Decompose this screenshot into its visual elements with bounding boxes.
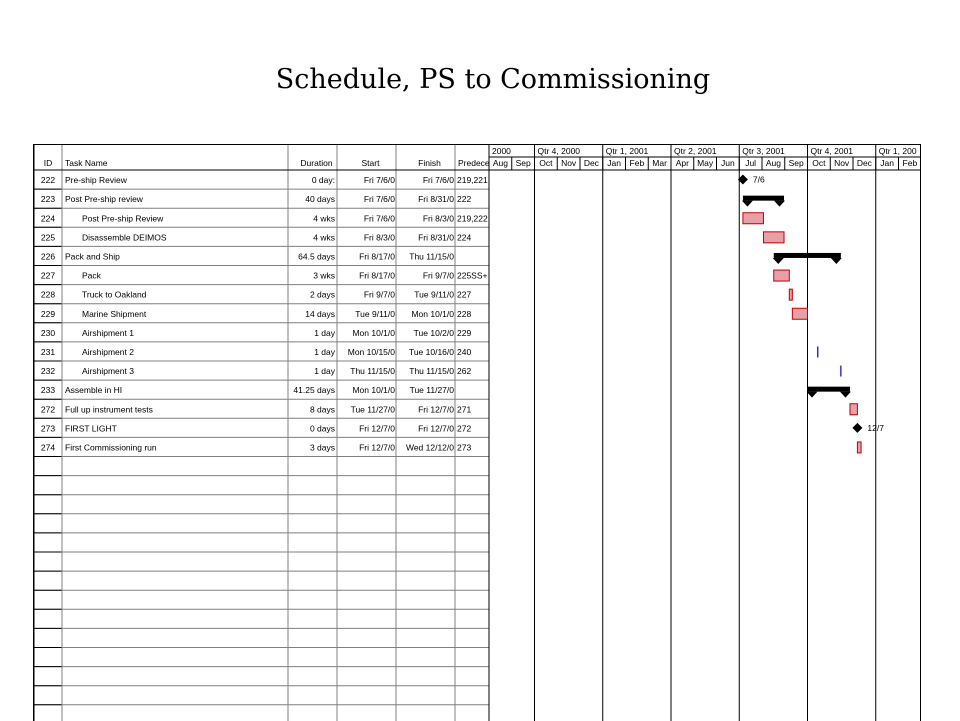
- task-id: 224: [40, 213, 56, 224]
- task-finish: Fri 8/31/0: [418, 194, 454, 205]
- task-start: Fri 8/17/0: [359, 270, 395, 281]
- task-predecessors: 227: [457, 289, 472, 300]
- task-predecessors: 219,221: [457, 175, 488, 186]
- task-duration: 40 days: [305, 194, 335, 205]
- task-predecessors: 229: [457, 327, 472, 338]
- gantt-svg: [34, 145, 920, 721]
- task-id: 223: [40, 194, 56, 205]
- task-bar[interactable]: [743, 213, 764, 224]
- task-finish: Fri 8/3/0: [422, 213, 454, 224]
- task-predecessors: 273: [457, 442, 472, 453]
- quarter-label: Qtr 1, 200: [878, 146, 917, 156]
- task-name[interactable]: FIRST LIGHT: [65, 423, 117, 434]
- quarter-label: Qtr 3, 2001: [742, 146, 785, 156]
- task-bar[interactable]: [792, 308, 807, 319]
- task-finish: Fri 12/7/0: [418, 404, 454, 415]
- task-bar[interactable]: [857, 442, 861, 453]
- task-start: Fri 12/7/0: [359, 423, 395, 434]
- task-finish: Mon 10/1/0: [411, 308, 454, 319]
- month-label: Aug: [765, 158, 781, 168]
- task-predecessors: 272: [457, 423, 472, 434]
- task-duration: 3 wks: [313, 270, 335, 281]
- task-predecessors: 228: [457, 308, 472, 319]
- task-finish: Tue 11/27/0: [409, 385, 454, 396]
- column-header-name[interactable]: Task Name: [65, 158, 108, 168]
- column-header-pred[interactable]: Predece: [458, 158, 490, 168]
- task-id: 222: [40, 175, 56, 186]
- task-id: 231: [40, 347, 56, 357]
- task-predecessors: 240: [457, 347, 472, 357]
- task-duration: 1 day: [314, 347, 335, 357]
- task-start: Fri 7/6/0: [363, 175, 395, 186]
- page-title: Schedule, PS to Commissioning: [275, 64, 711, 95]
- month-label: Sep: [788, 158, 804, 168]
- task-start: Thu 11/15/0: [350, 366, 395, 377]
- task-start: Tue 11/27/0: [350, 404, 395, 415]
- task-name[interactable]: Airshipment 1: [82, 327, 134, 338]
- month-label: Dec: [856, 158, 872, 168]
- task-duration: 3 days: [309, 442, 335, 453]
- task-bar[interactable]: [850, 404, 857, 415]
- task-duration: 64.5 days: [298, 251, 335, 262]
- month-label: Dec: [583, 158, 599, 168]
- task-finish: Fri 7/6/0: [422, 175, 454, 186]
- task-duration: 0 days: [309, 423, 335, 434]
- task-name[interactable]: Truck to Oakland: [82, 289, 147, 300]
- task-name[interactable]: Post Pre-ship review: [65, 194, 143, 205]
- task-predecessors: 219,222: [457, 213, 488, 224]
- quarter-label: Qtr 4, 2000: [537, 146, 581, 156]
- task-bar[interactable]: [789, 289, 792, 300]
- month-label: May: [697, 158, 714, 168]
- gantt-sheet[interactable]: [33, 144, 921, 721]
- milestone-label: 12/7: [867, 422, 884, 433]
- task-name[interactable]: Disassemble DEIMOS: [82, 232, 167, 243]
- task-start: Fri 8/17/0: [359, 251, 395, 262]
- summary-bar[interactable]: [774, 253, 841, 258]
- month-label: Apr: [675, 158, 689, 168]
- column-header-id[interactable]: ID: [43, 158, 53, 168]
- quarter-label: Qtr 4, 2001: [810, 146, 854, 156]
- task-finish: Fri 12/7/0: [418, 423, 454, 434]
- task-name[interactable]: Airshipment 3: [82, 366, 134, 377]
- task-start: Mon 10/15/0: [347, 347, 395, 357]
- task-predecessors: 225SS+: [457, 270, 488, 281]
- task-id: 274: [40, 442, 56, 453]
- task-start: Fri 9/7/0: [363, 289, 395, 300]
- task-id: 273: [40, 423, 56, 434]
- task-finish: Fri 9/7/0: [422, 270, 454, 281]
- task-name[interactable]: Pack and Ship: [65, 251, 120, 262]
- task-bar[interactable]: [763, 232, 784, 243]
- month-label: Jun: [721, 158, 735, 168]
- task-name[interactable]: Assemble in HI: [65, 385, 123, 396]
- sheet-background: [34, 145, 920, 721]
- task-predecessors: 262: [457, 366, 472, 377]
- month-label: Feb: [629, 158, 645, 168]
- month-label: Sep: [515, 158, 531, 168]
- task-name[interactable]: Post Pre-ship Review: [82, 213, 164, 224]
- task-id: 230: [40, 327, 56, 338]
- task-duration: 41.25 days: [293, 385, 335, 396]
- task-finish: Tue 10/2/0: [413, 327, 454, 338]
- month-label: Mar: [652, 158, 667, 168]
- task-duration: 4 wks: [313, 213, 335, 224]
- column-header-duration[interactable]: Duration: [300, 158, 333, 168]
- task-predecessors: 271: [457, 404, 472, 415]
- month-label: Jan: [880, 158, 894, 168]
- task-name[interactable]: Pack: [82, 270, 101, 281]
- task-finish: Fri 8/31/0: [418, 232, 454, 243]
- month-label: Nov: [561, 158, 577, 168]
- task-id: 229: [40, 308, 56, 319]
- task-predecessors: 222: [457, 194, 472, 205]
- month-label: Oct: [539, 158, 553, 168]
- month-label: Aug: [492, 158, 508, 168]
- task-predecessors: 224: [457, 232, 472, 243]
- task-start: Fri 7/6/0: [363, 213, 395, 224]
- quarter-label: 2000: [492, 146, 511, 156]
- task-start: Mon 10/1/0: [352, 385, 395, 396]
- column-header-start[interactable]: Start: [361, 158, 380, 168]
- task-finish: Thu 11/15/0: [409, 251, 454, 262]
- task-finish: Tue 10/16/0: [408, 347, 454, 357]
- task-duration: 1 day: [314, 327, 335, 338]
- month-label: Feb: [902, 158, 918, 168]
- task-duration: 0 day:: [311, 175, 335, 186]
- task-duration: 8 days: [309, 404, 335, 415]
- task-finish: Thu 11/15/0: [409, 366, 454, 377]
- task-id: 226: [40, 251, 56, 262]
- month-label: Jan: [607, 158, 621, 168]
- summary-bar[interactable]: [808, 387, 850, 392]
- task-id: 233: [40, 385, 56, 396]
- month-label: Nov: [834, 158, 850, 168]
- task-duration: 1 day: [314, 366, 335, 377]
- task-id: 227: [40, 270, 56, 281]
- quarter-label: Qtr 1, 2001: [605, 146, 649, 156]
- task-id: 272: [40, 404, 56, 415]
- task-start: Tue 9/11/0: [355, 308, 395, 319]
- task-finish: Wed 12/12/0: [405, 442, 454, 453]
- task-name[interactable]: Full up instrument tests: [65, 404, 153, 415]
- month-label: Oct: [812, 158, 826, 168]
- task-name[interactable]: Marine Shipment: [82, 308, 147, 319]
- task-bar[interactable]: [774, 270, 790, 281]
- task-start: Mon 10/1/0: [352, 327, 395, 338]
- task-name[interactable]: Airshipment 2: [82, 347, 134, 357]
- summary-bar[interactable]: [743, 196, 784, 201]
- task-id: 225: [40, 232, 56, 243]
- task-start: Fri 8/3/0: [363, 232, 395, 243]
- task-duration: 2 days: [309, 289, 335, 300]
- task-name[interactable]: First Commissioning run: [65, 442, 157, 453]
- milestone-label: 7/6: [752, 174, 765, 185]
- task-name[interactable]: Pre-ship Review: [65, 175, 127, 186]
- task-duration: 14 days: [305, 308, 335, 319]
- task-start: Fri 7/6/0: [363, 194, 395, 205]
- month-label: Jul: [745, 158, 757, 168]
- column-header-finish[interactable]: Finish: [418, 158, 441, 168]
- quarter-label: Qtr 2, 2001: [674, 146, 717, 156]
- task-finish: Tue 9/11/0: [414, 289, 454, 300]
- task-start: Fri 12/7/0: [359, 442, 395, 453]
- task-duration: 4 wks: [313, 232, 335, 243]
- task-id: 228: [40, 289, 56, 300]
- task-id: 232: [40, 366, 56, 377]
